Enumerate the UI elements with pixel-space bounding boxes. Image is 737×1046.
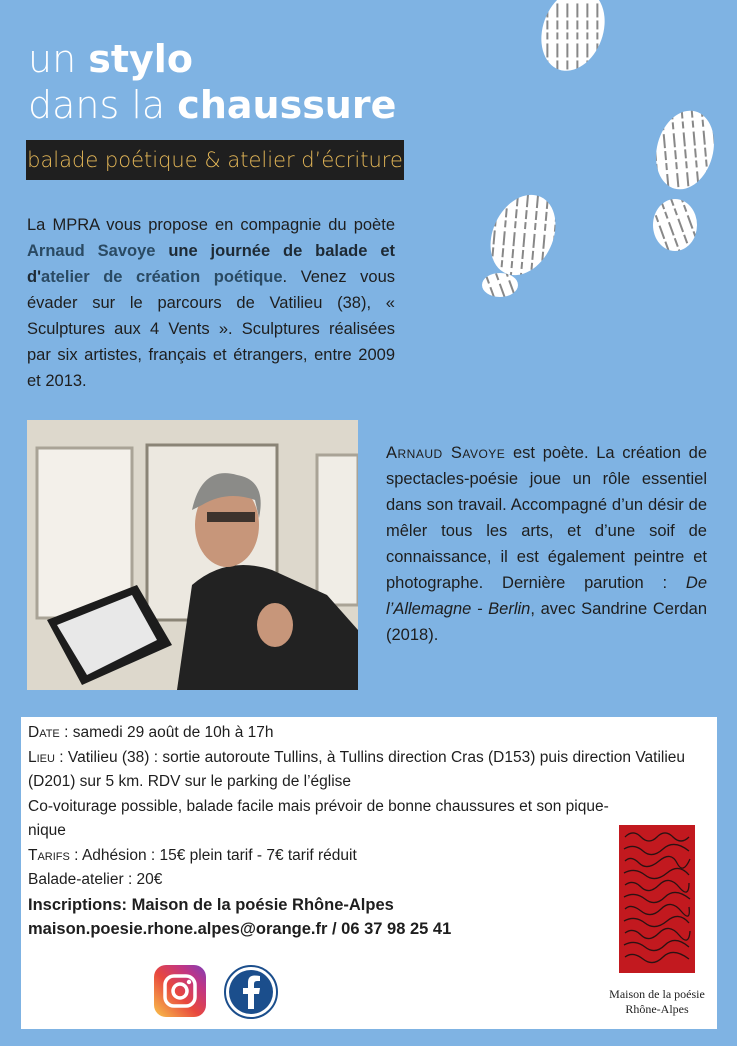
date-line: Date : samedi 29 août de 10h à 17h	[28, 724, 274, 741]
workshop-price-line: Balade-atelier : 20€	[28, 871, 163, 888]
logo-caption: Maison de la poésie Rhône-Alpes	[609, 987, 705, 1016]
footprint-icon	[455, 0, 735, 300]
poet-name: Arnaud Savoye	[27, 242, 156, 260]
facebook-icon[interactable]	[224, 965, 278, 1019]
subtitle-banner: balade poétique & atelier d’écriture	[26, 140, 404, 180]
contact-line: maison.poesie.rhone.alpes@orange.fr / 06 37 98 25 41	[28, 920, 452, 938]
info-box	[21, 717, 717, 1029]
bio-name: Arnaud Savoye	[386, 444, 506, 462]
poet-photo	[27, 420, 358, 690]
poet-bio: Arnaud Savoye est poète. La création de spectacles-poésie joue un rôle essentiel dans son travail. Accompagné d’un désir de mêler tous les arts, et d’une soif de connaissance, il est également peintre et photographe. Dernière parution : De l’Allemagne - Berlin, avec Sandrine Cerdan (2018).	[386, 444, 707, 644]
intro-paragraph: La MPRA vous propose en compagnie du poète Arnaud Savoye une journée de balade et d'atelier de création poétique. Venez vous évader sur le parcours de Vatilieu (38), « Sculptures aux 4 Vents ». Sculptures réalisées par six artistes, français et étrangers, entre 2009 et 2013.	[27, 216, 396, 390]
registration-line: Inscriptions: Maison de la poésie Rhône-Alpes	[28, 895, 394, 914]
place-line: Lieu : Vatilieu (38) : sortie autoroute Tullins, à Tullins direction Cras (D153) puis direction Vatilieu (D201) sur 5 km. RDV sur le parking de l’église	[28, 748, 686, 790]
workshop-label: atelier de création poétique	[41, 268, 283, 286]
instagram-icon[interactable]	[154, 965, 206, 1017]
title-line-1: un stylo	[28, 37, 193, 81]
mpra-logo	[619, 825, 695, 973]
price-line: Tarifs : Adhésion : 15€ plein tarif - 7€ tarif réduit	[28, 846, 357, 864]
title-line-2: dans la chaussure	[28, 83, 397, 127]
carpool-line: Co-voiturage possible, balade facile mais prévoir de bonne chaussures et son pique- nique	[28, 797, 609, 839]
book-title: De l’Allemagne - Berlin	[386, 574, 707, 618]
